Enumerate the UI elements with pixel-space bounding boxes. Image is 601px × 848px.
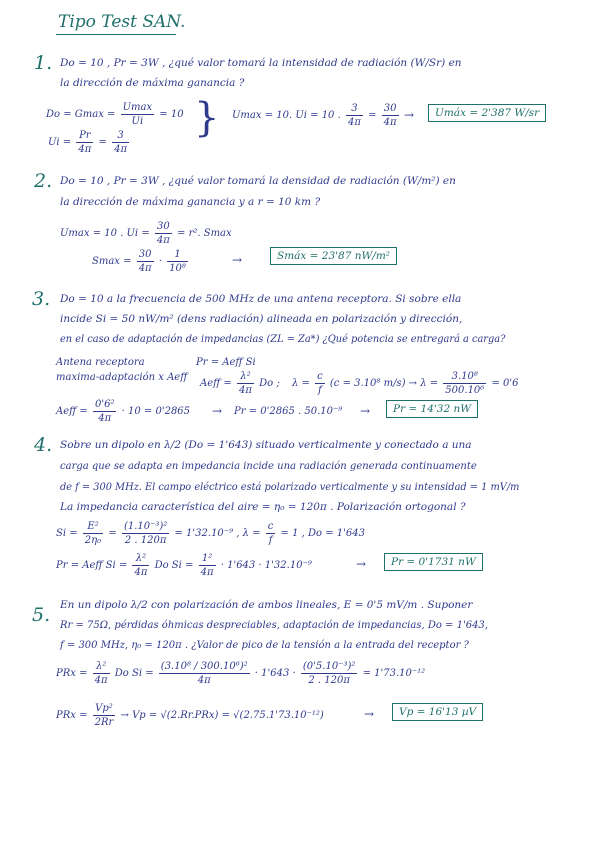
question-5-line-1: En un dipolo λ/2 con polarización de ambos lineales, E = 0'5 mV/m . Suponer bbox=[60, 599, 473, 611]
q3-note-adaptation: maxima-adaptación x Aeff bbox=[56, 372, 188, 383]
question-1-line-1: Do = 10 , Pr = 3W , ¿qué valor tomará la intensidad de radiación (W/Sr) en bbox=[60, 57, 462, 69]
q1-eq-umax: Umax = 10. Ui = 10 . $\frac{3}{4\pi}$ = $\frac{30}{4\pi}$ bbox=[232, 103, 397, 128]
question-3-line-3: en el caso de adaptación de impedancias (ZL = Za*) ¿Qué potencia se entregará a carga? bbox=[60, 334, 506, 345]
question-4-line-3: de f = 300 MHz. El campo eléctrico está polarizado verticalmente y su intensidad = 1 mV/m bbox=[60, 482, 520, 493]
q4-eq-si: Si = $\frac{\text{E²}}{\text{2η₀}}$ = $\frac{\text{(1.10⁻³)²}}{2 . 120\pi}$ = 1'32.10⁻⁹ , λ = $\frac{c}{f}$ = 1 , Do = 1'643 bbox=[56, 521, 365, 546]
question-4-line-1: Sobre un dipolo en λ/2 (Do = 1'643) situado verticalmente y conectado a una bbox=[60, 439, 472, 451]
question-5-number: 5. bbox=[32, 604, 51, 626]
q1-eq-ui: Ui = $\frac{Pr}{4\pi}$ = $\frac{3}{4\pi}$ bbox=[48, 130, 128, 155]
q3-arrow-1: → bbox=[212, 404, 223, 418]
q2-eq-smax: Smax = $\frac{30}{4\pi}$ · $\frac{1}{\text{10⁸}}$ bbox=[92, 249, 186, 274]
q5-eq-prx: PRx = $\frac{\text{λ²}}{4\pi}$ Do Si = $\frac{\text{(3.10⁸ / 300.10⁶)²}}{4\pi}$ · 1'643 · $\frac{\text{(0'5.10⁻³)²}}{2 . 120\pi}$ = 1'73.10⁻¹² bbox=[56, 661, 426, 686]
title-underline bbox=[56, 34, 176, 35]
q3-eq-pr: Pr = Aeff Si bbox=[196, 357, 256, 368]
question-3-line-1: Do = 10 a la frecuencia de 500 MHz de una antena receptora. Si sobre ella bbox=[60, 293, 462, 305]
q2-answer: Smáx = 23'87 nW/m² bbox=[270, 247, 397, 265]
page-title: Tipo Test SAN. bbox=[58, 12, 186, 32]
question-3-number: 3. bbox=[32, 288, 51, 310]
q5-answer: Vp = 16'13 µV bbox=[392, 703, 483, 721]
question-3-line-2: incide Si = 50 nW/m² (dens radiación) alineada en polarización y dirección, bbox=[60, 313, 463, 325]
q5-eq-vp: PRx = $\frac{\text{Vp²}}{2Rr}$ → Vp = √(2.Rr.PRx) = √(2.75.1'73.10⁻¹²) bbox=[56, 703, 324, 728]
question-1-number: 1. bbox=[34, 52, 53, 74]
question-2-number: 2. bbox=[34, 170, 53, 192]
q2-eq-umax: Umax = 10 . Ui = $\frac{30}{4\pi}$ = r². Smax bbox=[60, 221, 232, 246]
question-4-line-4: La impedancia característica del aire = η₀ = 120π . Polarización ortogonal ? bbox=[60, 501, 466, 513]
question-5-line-3: f = 300 MHz, η₀ = 120π . ¿Valor de pico de la tensión a la entrada del receptor ? bbox=[60, 640, 469, 651]
q4-arrow: → bbox=[356, 557, 367, 571]
q3-note-antenna: Antena receptora bbox=[56, 357, 145, 368]
q4-eq-pr: Pr = Aeff Si = $\frac{\text{λ²}}{4\pi}$ Do Si = $\frac{\text{1²}}{4\pi}$ · 1'643 · 1'32.10⁻⁹ bbox=[56, 553, 312, 578]
q3-answer: Pr = 14'32 nW bbox=[386, 400, 478, 418]
question-4-line-2: carga que se adapta en impedancia incide una radiación generada continuamente bbox=[60, 461, 477, 472]
q1-brace: } bbox=[194, 95, 220, 141]
q3-arrow-2: → bbox=[360, 404, 371, 418]
q1-answer: Umáx = 2'387 W/sr bbox=[428, 104, 546, 122]
question-5-line-2: Rr = 75Ω, pérdidas óhmicas despreciables, adaptación de impedancias, Do = 1'643, bbox=[60, 620, 488, 631]
q2-arrow: → bbox=[232, 253, 243, 267]
question-2-line-1: Do = 10 , Pr = 3W , ¿qué valor tomará la densidad de radiación (W/m²) en bbox=[60, 175, 456, 187]
question-4-number: 4. bbox=[34, 434, 53, 456]
q3-eq-lambda: λ = $\frac{c}{f}$ (c = 3.10⁸ m/s) → λ = $\frac{\text{3.10⁸}}{\text{500.10⁶}}$ = 0'6 bbox=[292, 371, 519, 396]
q1-arrow: → bbox=[404, 108, 415, 122]
question-2-line-2: la dirección de máxima ganancia y a r = 10 km ? bbox=[60, 196, 321, 208]
q3-eq-aeff: Aeff = $\frac{\text{λ²}}{4\pi}$ Do ; bbox=[200, 371, 280, 396]
q1-eq-gmax: Do = Gmax = $\frac{Umax}{Ui}$ = 10 bbox=[46, 102, 184, 127]
q3-eq-pr-calc: Pr = 0'2865 . 50.10⁻⁹ bbox=[234, 406, 343, 417]
q4-answer: Pr = 0'1731 nW bbox=[384, 553, 483, 571]
question-1-line-2: la dirección de máxima ganancia ? bbox=[60, 77, 245, 89]
q3-eq-aeff-calc: Aeff = $\frac{\text{0'6²}}{4\pi}$ · 10 = 0'2865 bbox=[56, 399, 191, 424]
q5-arrow: → bbox=[364, 707, 375, 721]
